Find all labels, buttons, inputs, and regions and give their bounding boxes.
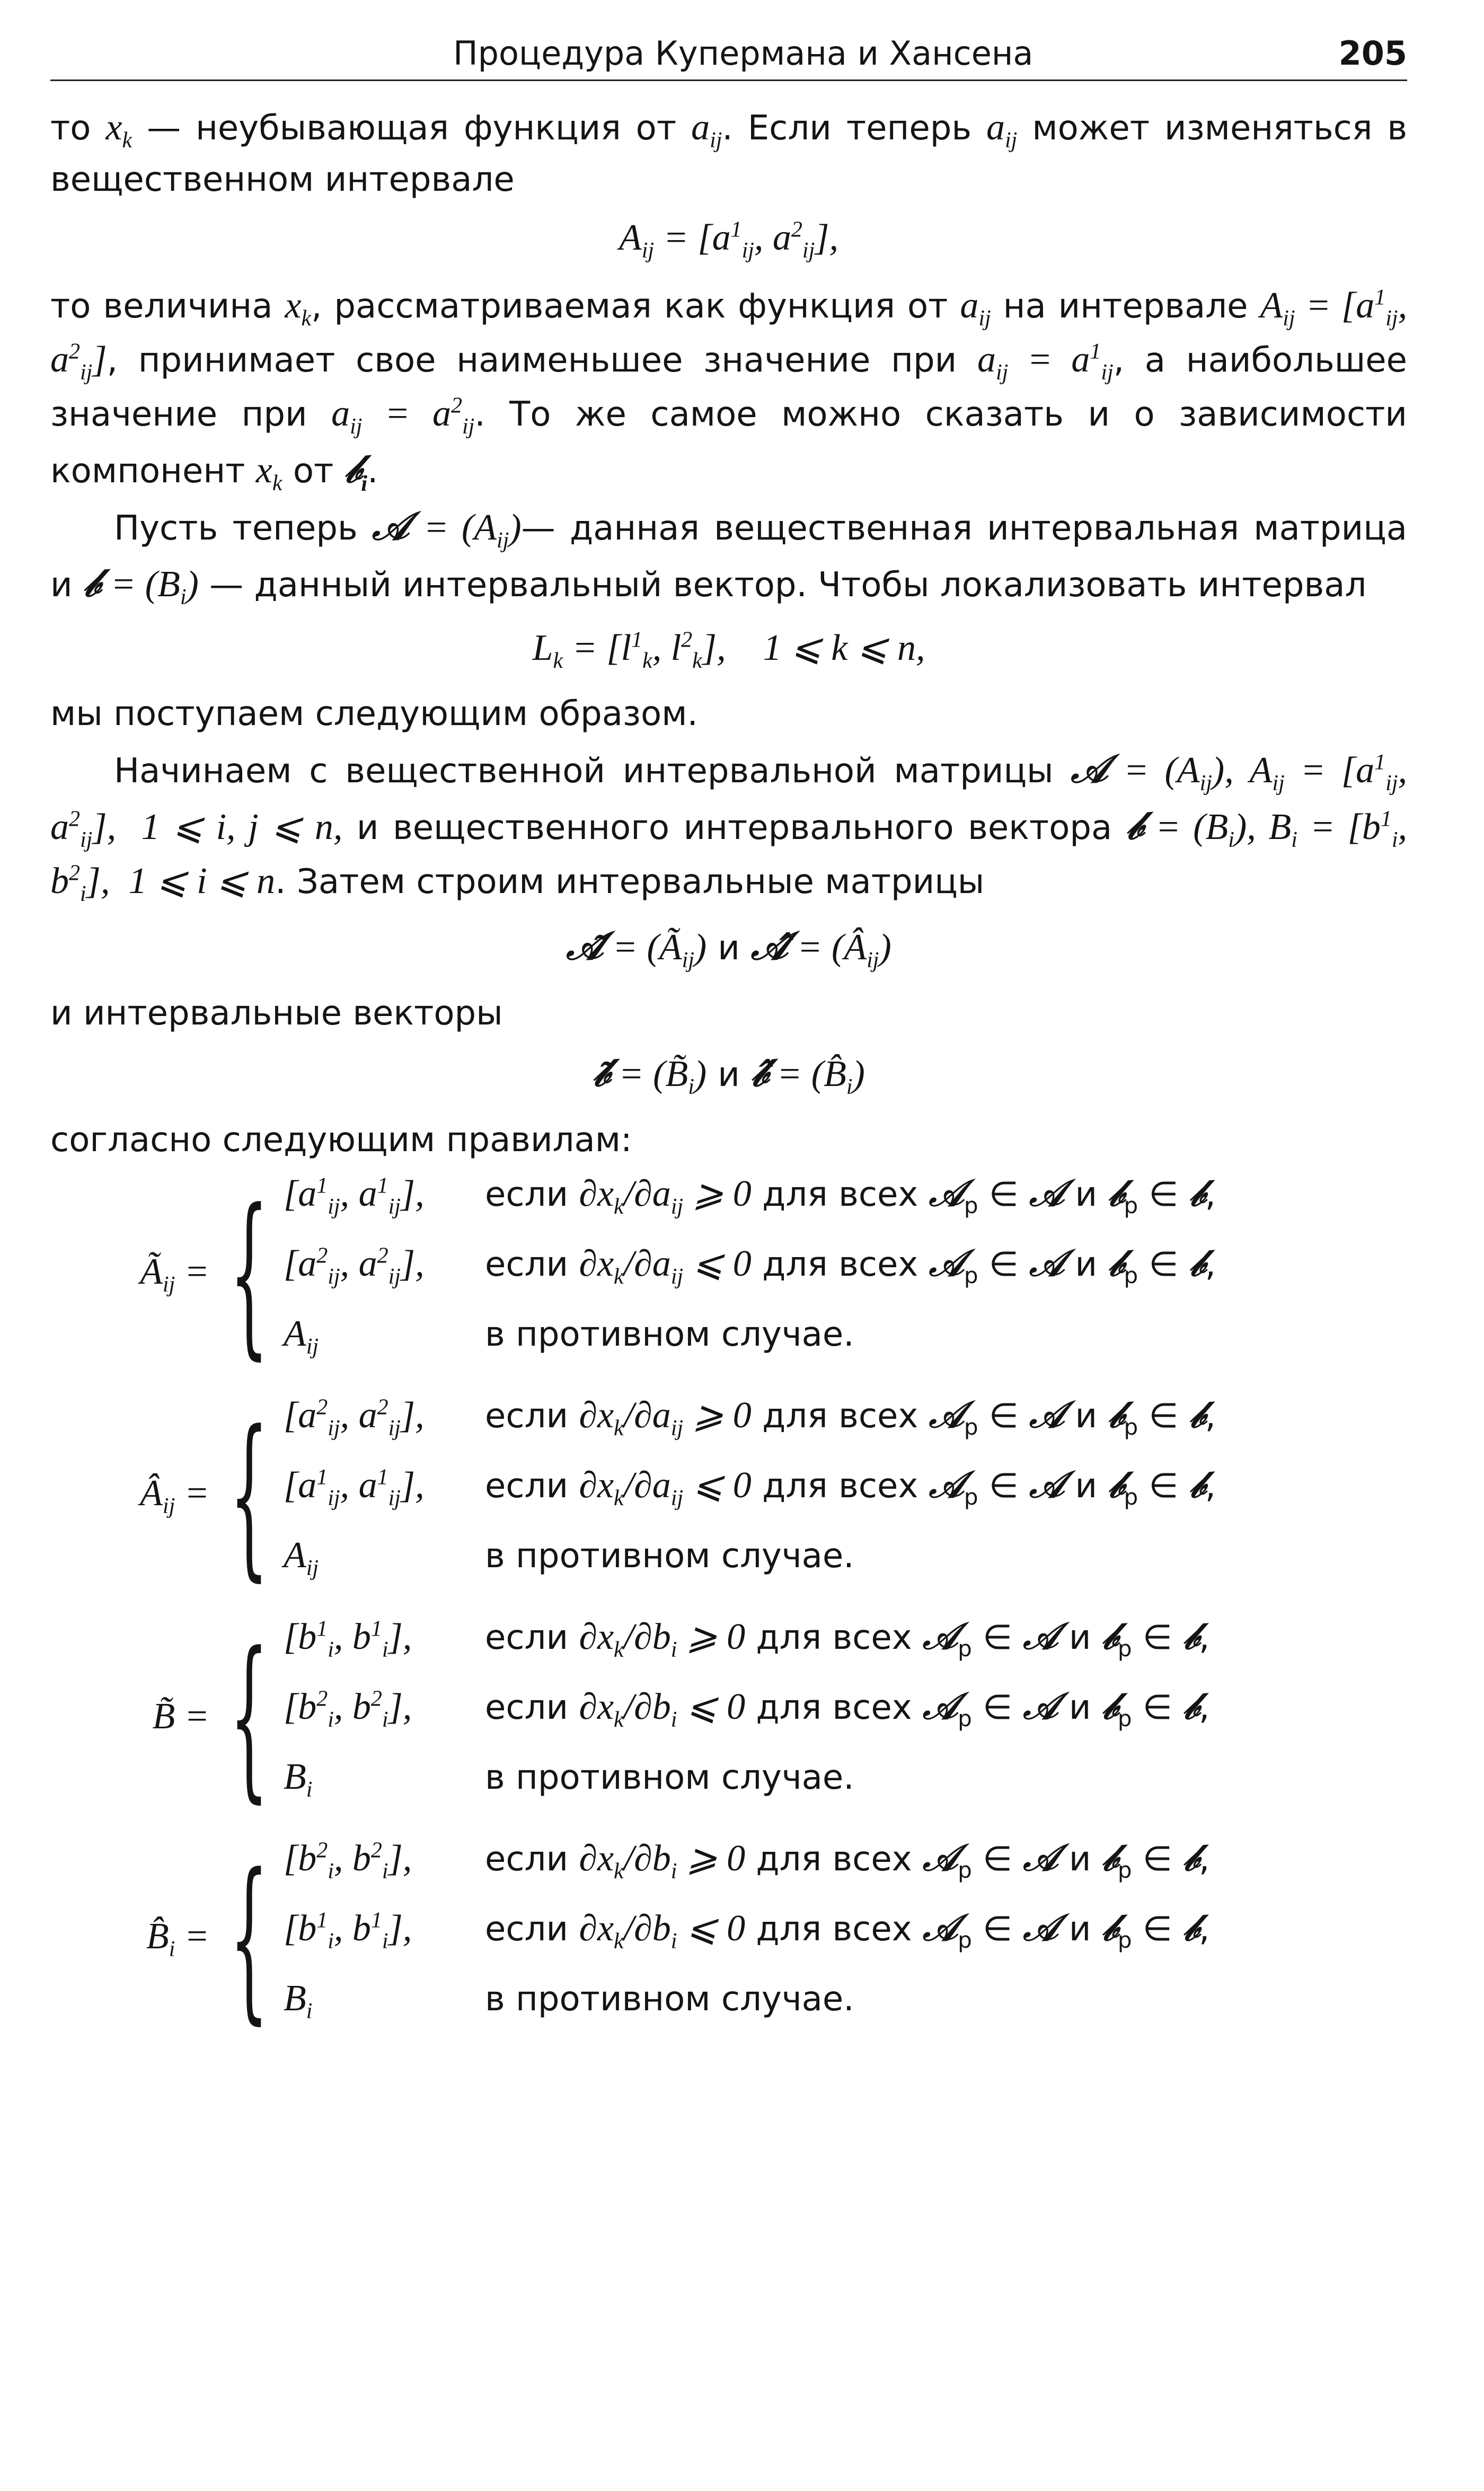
- page-number: 205: [1338, 34, 1407, 73]
- header-title: Процедура Купермана и Хансена: [453, 34, 1034, 73]
- rule-for-all-word: для всех: [756, 1840, 912, 1879]
- paragraph-5: Начинаем с вещественной интервальной матрицы 𝒜 = $(A_{ij})$, $A_{ij} = [a^1_{ij}$, $a^2_{ij}$], 1 ⩽ i, j ⩽ n, и вещественного интервального вектора 𝒷 = $(B_i)$, $B_i = [b^1_i$, $b^2_i$], 1 ⩽ i ⩽ n. Затем строим интервальные матрицы: [50, 748, 1407, 906]
- paragraph-4: мы поступаем следующим образом.: [50, 694, 698, 734]
- paragraph-7: согласно следующим правилам:: [50, 1120, 632, 1160]
- rule-otherwise-text: в противном случае.: [484, 1536, 854, 1576]
- equation-interval-L: $L_k = [l^1_k$, $l^2_k$], 1 ⩽ k ⩽ n,: [532, 627, 925, 673]
- rule-and-word: и: [1075, 1175, 1098, 1215]
- rule-B-tilde: B̃ = { [$b^1_i$, $b^1_i$], если $\partial x_k/\partial b_i$ ⩾ 0 для всех 𝒜$_p$ ∈ 𝒜 и 𝒷$_p$ ∈ 𝒷, [$b^2_i$, $b^2_i$], если $\partial x_k/\partial b_i$ ⩽ 0 для всех 𝒜$_p$ ∈ 𝒜 и 𝒷$_p$ ∈ 𝒷, $B_i$ в противном случае.: [152, 1615, 1210, 1819]
- rule-for-all-word: для всех: [756, 1618, 912, 1658]
- paragraph-1: то $x_k$ — неубывающая функция от $a_{ij}$. Если теперь $a_{ij}$ может изменяться в вещественном интервале: [50, 107, 1408, 199]
- running-header: [50, 21, 1407, 81]
- rule-for-all-word: для всех: [762, 1397, 918, 1436]
- rule-and-word: и: [1075, 1245, 1098, 1285]
- rule-if-word: если: [484, 1840, 569, 1879]
- rule-otherwise-text: в противном случае.: [484, 1980, 854, 2019]
- rule-A-hat: $Â_{ij}$ = { [$a^2_{ij}$, $a^2_{ij}$], если $\partial x_k/\partial a_{ij}$ ⩾ 0 для всех 𝒜$_p$ ∈ 𝒜 и 𝒷$_p$ ∈ 𝒷, [$a^1_{ij}$, $a^1_{ij}$], если $\partial x_k/\partial a_{ij}$ ⩽ 0 для всех 𝒜$_p$ ∈ 𝒜 и 𝒷$_p$ ∈ 𝒷, $A_{ij}$ в противном случае.: [140, 1393, 1216, 1597]
- rule-if-word: если: [484, 1618, 569, 1658]
- rule-if-word: если: [484, 1467, 569, 1506]
- rule-and-word: и: [1068, 1688, 1091, 1728]
- paragraph-2: то величина $x_k$, рассматриваемая как функция от $a_{ij}$ на интервале $A_{ij} = [a^1_{ij}$, $a^2_{ij}$], принимает свое наименьшее значение при $a_{ij} = a^1_{ij}$, а наибольшее значение при $a_{ij} = a^2_{ij}$. То же самое можно сказать и о зависимости компонент $x_k$ от 𝒷$_i$.: [50, 285, 1408, 496]
- rule-for-all-word: для всех: [756, 1688, 912, 1728]
- rule-and-word: и: [1068, 1910, 1091, 1949]
- rule-B-hat: $B̂_i$ = { [$b^2_i$, $b^2_i$], если $\partial x_k/\partial b_i$ ⩾ 0 для всех 𝒜$_p$ ∈ 𝒜 и 𝒷$_p$ ∈ 𝒷, [$b^1_i$, $b^1_i$], если $\partial x_k/\partial b_i$ ⩽ 0 для всех 𝒜$_p$ ∈ 𝒜 и 𝒷$_p$ ∈ 𝒷, $B_i$ в противном случае.: [146, 1836, 1210, 2040]
- rule-A-tilde: $Ã_{ij}$ = { [$a^1_{ij}$, $a^1_{ij}$], если $\partial x_k/\partial a_{ij}$ ⩾ 0 для всех 𝒜$_p$ ∈ 𝒜 и 𝒷$_p$ ∈ 𝒷, [$a^2_{ij}$, $a^2_{ij}$], если $\partial x_k/\partial a_{ij}$ ⩽ 0 для всех 𝒜$_p$ ∈ 𝒜 и 𝒷$_p$ ∈ 𝒷, $A_{ij}$ в противном случае.: [140, 1172, 1216, 1376]
- equation-vectors: 𝒷̃ = $(B̃_i)$ и 𝒷̂ = $(B̂_i)$: [593, 1052, 865, 1100]
- rule-if-word: если: [484, 1688, 569, 1728]
- rule-otherwise-text: в противном случае.: [484, 1758, 854, 1798]
- rule-for-all-word: для всех: [762, 1175, 918, 1215]
- rule-if-word: если: [484, 1245, 569, 1285]
- rule-otherwise-text: в противном случае.: [484, 1315, 854, 1355]
- rule-and-word: и: [1068, 1618, 1091, 1658]
- rule-and-word: и: [1075, 1397, 1098, 1436]
- rule-and-word: и: [1075, 1467, 1098, 1506]
- paragraph-3: Пусть теперь 𝒜 = $(A_{ij})—$ данная вещественная интервальная матрица и 𝒷 = $(B_i)$ — данный интервальный вектор. Чтобы локализовать интервал: [50, 505, 1408, 610]
- equation-matrices: 𝒜̃ = $(Ã_{ij})$ и 𝒜̂ = $(Â_{ij})$: [566, 924, 891, 973]
- rule-for-all-word: для всех: [762, 1245, 918, 1285]
- rule-and-word: и: [1068, 1840, 1091, 1879]
- rule-if-word: если: [484, 1910, 569, 1949]
- rule-if-word: если: [484, 1397, 569, 1436]
- equation-interval-A: $A_{ij} = [a^1_{ij}$, $a^2_{ij}$],: [619, 217, 839, 263]
- rule-for-all-word: для всех: [756, 1910, 912, 1949]
- paragraph-6: и интервальные векторы: [50, 993, 503, 1033]
- rule-for-all-word: для всех: [762, 1467, 918, 1506]
- rule-if-word: если: [484, 1175, 569, 1215]
